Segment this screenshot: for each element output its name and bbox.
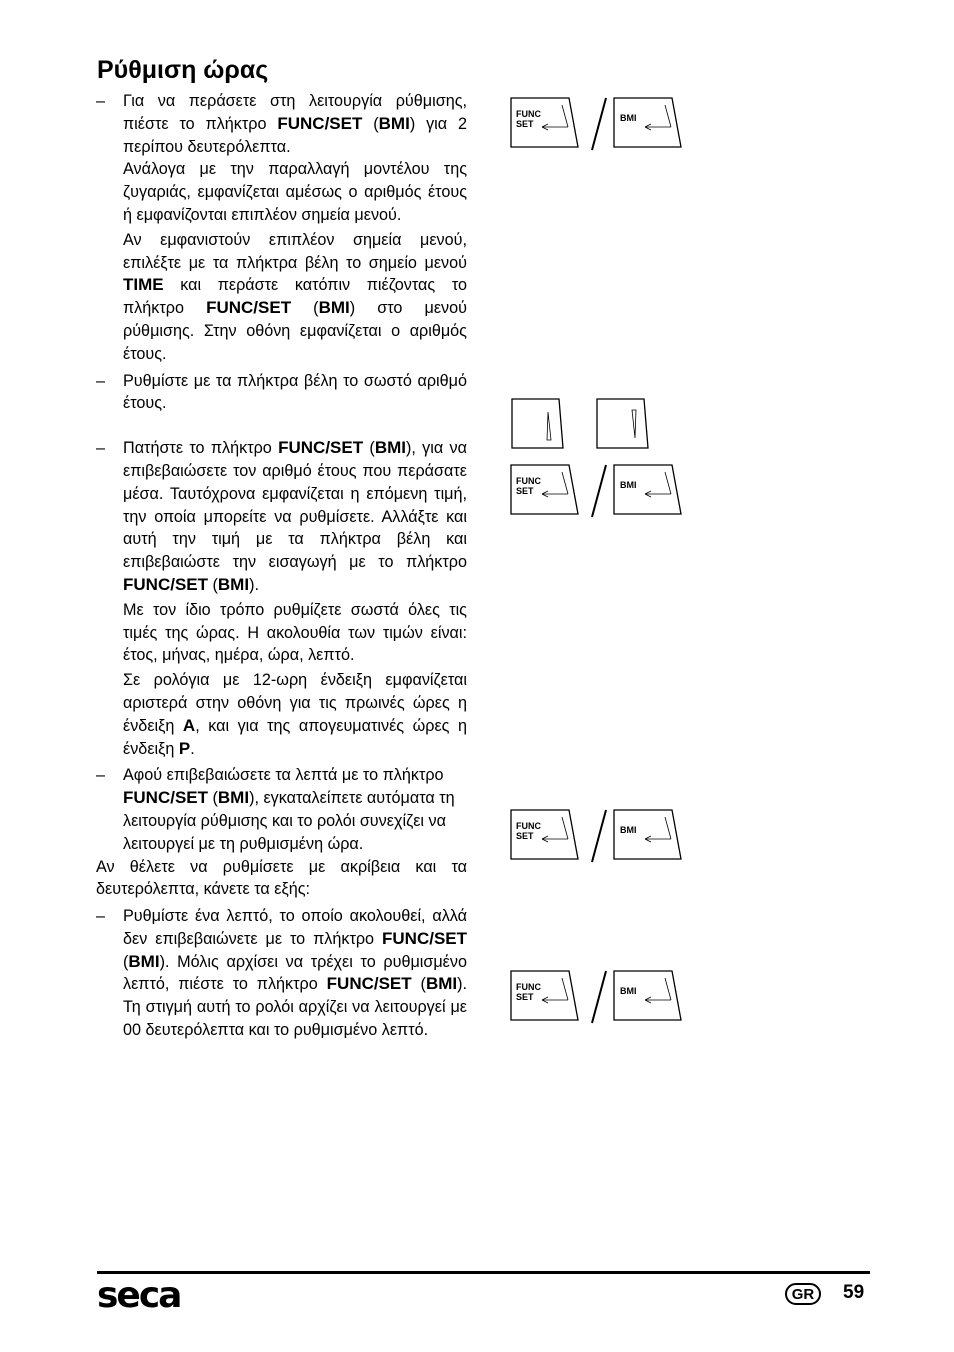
step-enter-setup: [96, 90, 467, 366]
paragraph: Ρυθμίστε με τα πλήκτρα βέλη το σωστό αριθμό έτους.: [123, 371, 467, 413]
step-confirm-values: [96, 437, 467, 760]
list-dash: –: [96, 766, 106, 785]
seca-logo: seca: [97, 1275, 181, 1316]
arrow-down-key-icon: [596, 398, 651, 450]
paragraph: Αφού επιβεβαιώσετε τα λεπτά με το πλήκτρο FUNC/SET (BMI), εγκαταλείπετε αυτόματα τη λειτουργία ρύθμισης και το ρολόι συνεχίζει να λειτουργεί με τη ρυθμισμένη ώρα.: [123, 766, 455, 853]
paragraph: Αν εμφανιστούν επιπλέον σημεία μενού, επιλέξτε με τα πλήκτρα βέλη το σημείο μενού TIME και περάστε κατόπιν πιέζοντας το πλήκτρο FUNC/SET (BMI) στο μενού ρύθμισης. Στην οθόνη εμφανίζεται ο αριθμός έτους.: [123, 230, 467, 363]
key-illustration-3: [510, 809, 690, 865]
func-set-key-icon: FUNC SET: [510, 464, 578, 516]
list-dash: –: [96, 439, 106, 458]
list-dash: –: [96, 371, 106, 390]
divider-slash: [590, 809, 608, 863]
step-set-seconds: [96, 905, 467, 1042]
key-illustration-4: [510, 970, 690, 1026]
divider-slash: [590, 97, 608, 151]
key-illustration-1: [510, 97, 690, 153]
paragraph: Ρυθμίστε ένα λεπτό, το οποίο ακολουθεί, αλλά δεν επιβεβαιώνετε με το πλήκτρο FUNC/SET (BMI). Μόλις αρχίσει να τρέχει το ρυθμισμένο λεπτό, πιέστε το πλήκτρο FUNC/SET (BMI). Τη στιγμή αυτή το ρολόι αρχίζει να λειτουργεί με 00 δευτερόλεπτα και το ρυθμισμένο λεπτό.: [123, 907, 468, 1040]
bmi-key-icon: BMI: [613, 464, 681, 516]
bmi-key-icon: BMI: [613, 97, 681, 149]
paragraph: Με τον ίδιο τρόπο ρυθμίζετε σωστά όλες τις τιμές της ώρας. Η ακολουθία των τιμών είναι: έτος, μήνας, ημέρα, ώρα, λεπτό.: [123, 600, 467, 665]
paragraph: Για να περάσετε στη λειτουργία ρύθμισης, πιέστε το πλήκτρο FUNC/SET (BMI) για 2 περίπου δευτερόλεπτα.: [123, 92, 468, 156]
func-set-key-icon: FUNC SET: [510, 809, 578, 861]
page-title: Ρύθμιση ώρας: [97, 56, 269, 84]
func-set-key-icon: FUNC SET: [510, 970, 578, 1022]
key-illustration-2: [510, 464, 690, 520]
arrow-up-key-icon: [511, 398, 566, 450]
func-set-key-icon: FUNC SET: [510, 97, 578, 149]
step-set-year: [96, 370, 467, 416]
step-leave-setup: [96, 764, 467, 855]
instructions-column: [96, 90, 467, 1042]
bmi-key-icon: BMI: [613, 809, 681, 861]
paragraph: Ανάλογα με την παραλλαγή μοντέλου της ζυγαριάς, εμφανίζεται αμέσως ο αριθμός έτους ή εμφανίζονται επιπλέον σημεία μενού.: [123, 160, 467, 224]
language-badge: GR: [785, 1283, 821, 1305]
divider-slash: [590, 970, 608, 1024]
paragraph-seconds-intro: Αν θέλετε να ρυθμίσετε με ακρίβεια και τα δευτερόλεπτα, κάνετε τα εξής:: [96, 857, 467, 899]
paragraph: Πατήστε το πλήκτρο FUNC/SET (BMI), για να επιβεβαιώσετε τον αριθμό έτους που περάσατε μέσα. Ταυτόχρονα εμφανίζεται η επόμενη τιμή, την οποία μπορείτε να ρυθμίσετε. Αλλάξτε και αυτή την τιμή με τα πλήκτρα βέλη και επιβεβαιώστε την εισαγωγή με το πλήκτρο FUNC/SET (BMI).: [123, 438, 467, 594]
footer-rule: [97, 1271, 870, 1274]
list-dash: –: [96, 907, 106, 926]
page-number: 59: [843, 1282, 865, 1303]
paragraph: Σε ρολόγια με 12-ωρη ένδειξη εμφανίζεται αριστερά στην οθόνη για τις πρωινές ώρες η ένδειξη A, και για της απογευματινές ώρες η ένδειξη P.: [123, 671, 467, 758]
list-dash: –: [96, 92, 106, 110]
divider-slash: [590, 464, 608, 518]
bmi-key-icon: BMI: [613, 970, 681, 1022]
